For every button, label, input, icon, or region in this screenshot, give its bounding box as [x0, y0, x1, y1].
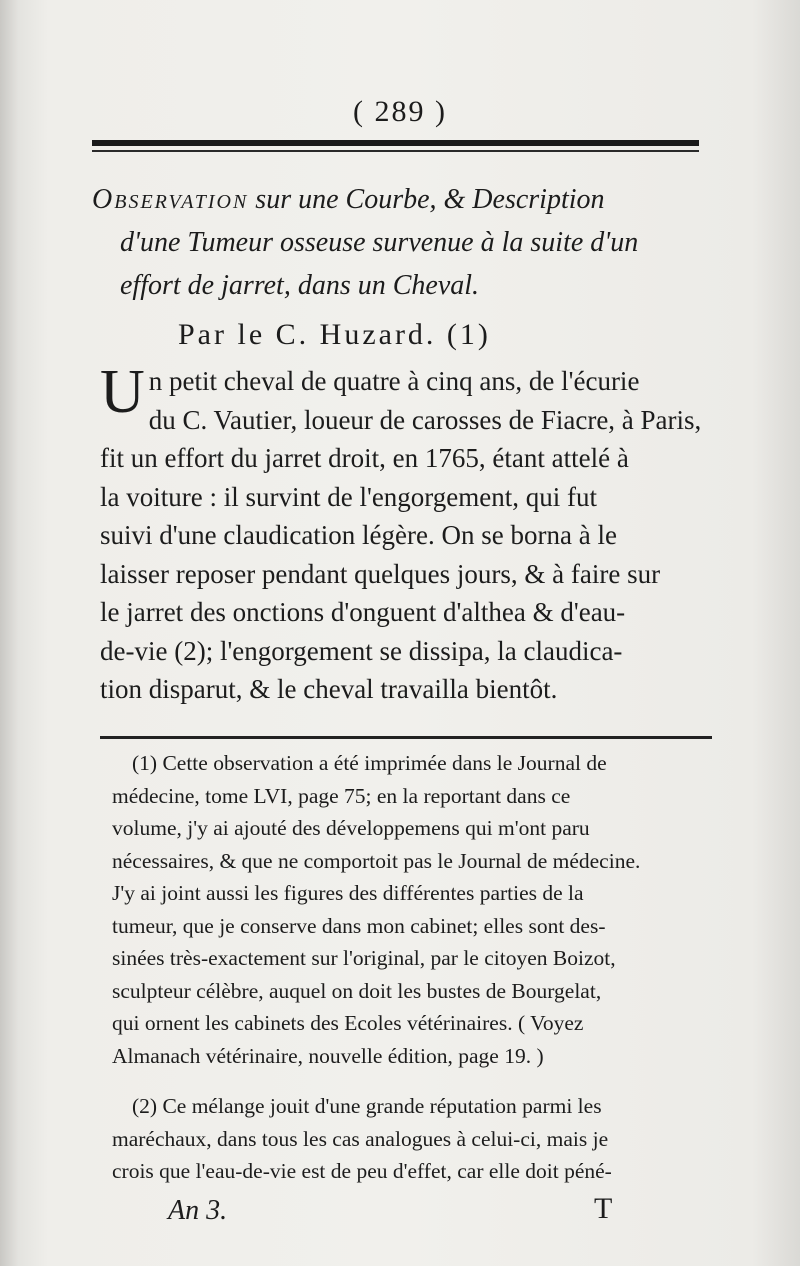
text-line: la voiture : il survint de l'engorgement, qui fut — [100, 481, 598, 512]
title-line-1-rest: sur une Courbe, & Description — [248, 184, 605, 215]
footnote-1-line: Almanach vétérinaire, nouvelle édition, page 19. ) — [112, 1043, 544, 1068]
footnote-2-line: maréchaux, dans tous les cas analogues à celui-ci, mais je — [112, 1126, 609, 1151]
footnote-1-line: sculpteur célèbre, auquel on doit les bustes de Bourgelat, — [112, 978, 602, 1003]
page-number: ( 289 ) — [353, 95, 447, 128]
footnote-rule — [100, 736, 712, 739]
text-line: de-vie (2); l'engorgement se dissipa, la claudica- — [100, 635, 623, 666]
footnote-2 — [112, 1090, 722, 1188]
page-edge-shadow — [0, 0, 18, 1266]
footnotes — [112, 747, 722, 1188]
footnote-1-line: J'y ai joint aussi les figures des différentes parties de la — [112, 881, 584, 905]
text-line: laisser reposer pendant quelques jours, & à faire sur — [100, 558, 661, 589]
text-line: le jarret des onctions d'onguent d'althea & d'eau- — [100, 597, 626, 627]
footnote-1-line: tumeur, que je conserve dans mon cabinet; elles sont des- — [112, 913, 606, 938]
footnote-2-line: crois que l'eau-de-vie est de peu d'effet, car elle doit péné- — [112, 1159, 612, 1183]
article-title — [92, 178, 712, 307]
title-line-2: d'une Tumeur osseuse survenue à la suite d'un — [120, 227, 639, 258]
footnote-2-line: (2) Ce mélange jouit d'une grande réputation parmi les — [132, 1094, 602, 1118]
text-line: tion disparut, & le cheval travailla bientôt. — [100, 674, 558, 704]
title-line-1 — [92, 178, 712, 221]
header-rule-thin — [92, 150, 699, 152]
text-line: suivi d'une claudication légère. On se borna à le — [100, 520, 617, 550]
title-lead-word: Observation — [92, 184, 249, 215]
signature-letter: T — [594, 1192, 613, 1225]
footnote-1-line: médecine, tome LVI, page 75; en la reportant dans ce — [112, 783, 571, 808]
main-text — [100, 358, 720, 709]
text-line: fit un effort du jarret droit, en 1765, étant attelé à — [100, 443, 629, 473]
footnote-1-line: sinées très-exactement sur l'original, par le citoyen Boizot, — [112, 946, 616, 970]
author-byline: Par le C. Huzard. (1) — [178, 318, 491, 351]
text-line: n petit cheval de quatre à cinq ans, de l'écurie — [148, 366, 640, 396]
title-line-3: effort de jarret, dans un Cheval. — [120, 270, 480, 301]
signature-mark: An 3. — [168, 1195, 228, 1226]
footnote-1-line: (1) Cette observation a été imprimée dans le Journal de — [132, 751, 607, 775]
footnote-1-line: nécessaires, & que ne comportoit pas le Journal de médecine. — [112, 848, 641, 873]
text-line: du C. Vautier, loueur de carosses de Fiacre, à Paris, — [148, 404, 702, 435]
footnote-1-line: volume, j'y ai ajouté des développemens qui m'ont paru — [112, 816, 590, 840]
drop-cap: U — [100, 358, 145, 426]
footnote-1-line: qui ornent les cabinets des Ecoles vétérinaires. ( Voyez — [112, 1011, 584, 1035]
header-rule-thick — [92, 140, 699, 146]
